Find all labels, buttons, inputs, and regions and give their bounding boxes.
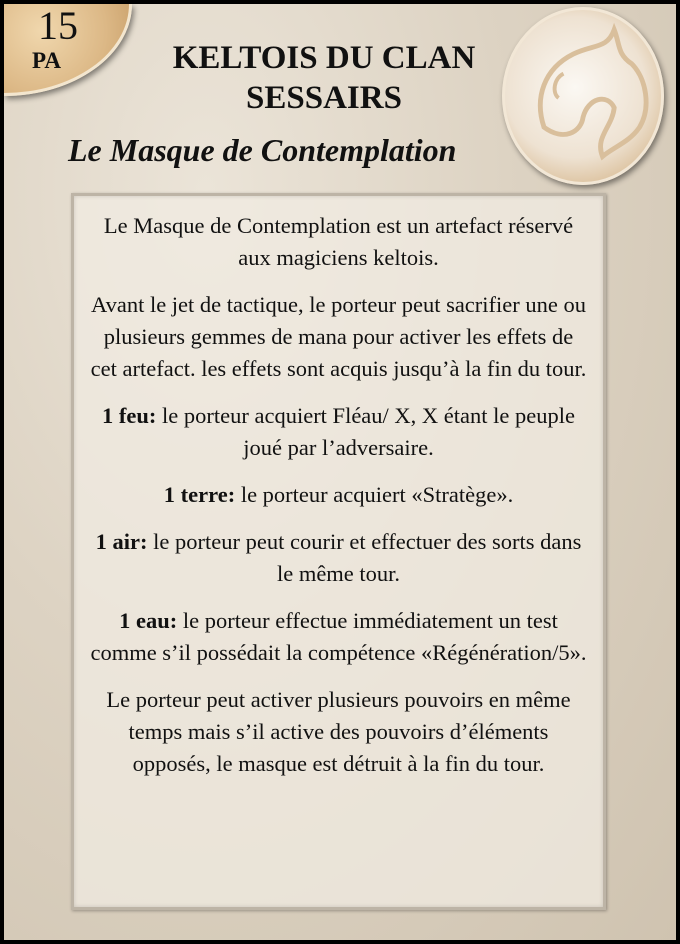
paragraph-text: Le porteur peut activer plusieurs pouvoirs en même temps mais s’il active des pouvoirs d’éléments opposés, le masque est détruit à la fin du tour. bbox=[106, 687, 571, 776]
card-faction-title bbox=[134, 38, 514, 118]
paragraph-text: Le Masque de Contemplation est un artefact réservé aux magiciens keltois. bbox=[103, 213, 574, 270]
paragraph-text: le porteur effectue immédiatement un test comme s’il possédait la compétence «Régénération/5». bbox=[90, 608, 587, 665]
element-label: 1 terre: bbox=[163, 482, 236, 507]
title-line-1: KELTOIS DU CLAN bbox=[172, 40, 476, 76]
rules-paragraph bbox=[88, 479, 589, 511]
element-label: 1 feu: bbox=[102, 403, 157, 428]
rules-paragraph bbox=[88, 210, 589, 274]
rules-paragraph bbox=[88, 684, 589, 780]
cost-badge bbox=[4, 4, 132, 96]
paragraph-text: le porteur peut courir et effectuer des sorts dans le même tour. bbox=[147, 529, 582, 586]
rules-paragraph bbox=[88, 400, 589, 464]
element-label: 1 air: bbox=[95, 529, 148, 554]
card bbox=[4, 4, 676, 940]
rules-text-box bbox=[71, 193, 606, 910]
cost-unit: PA bbox=[32, 48, 61, 73]
rules-paragraph bbox=[88, 289, 589, 385]
paragraph-text: le porteur acquiert Fléau/ X, X étant le peuple joué par l’adversaire. bbox=[156, 403, 575, 460]
rules-paragraph bbox=[88, 605, 589, 669]
cost-value: 15 bbox=[38, 3, 78, 48]
element-label: 1 eau: bbox=[119, 608, 178, 633]
title-line-2: SESSAIRS bbox=[246, 80, 402, 116]
paragraph-text: Avant le jet de tactique, le porteur peut sacrifier une ou plusieurs gemmes de mana pour activer les effets de cet artefact. les effets sont acquis jusqu’à la fin du tour. bbox=[90, 292, 587, 381]
card-name: Le Masque de Contemplation bbox=[68, 132, 457, 168]
paragraph-text: le porteur acquiert «Stratège». bbox=[235, 482, 514, 507]
rules-paragraph bbox=[88, 526, 589, 590]
ram-head-icon bbox=[502, 7, 664, 185]
